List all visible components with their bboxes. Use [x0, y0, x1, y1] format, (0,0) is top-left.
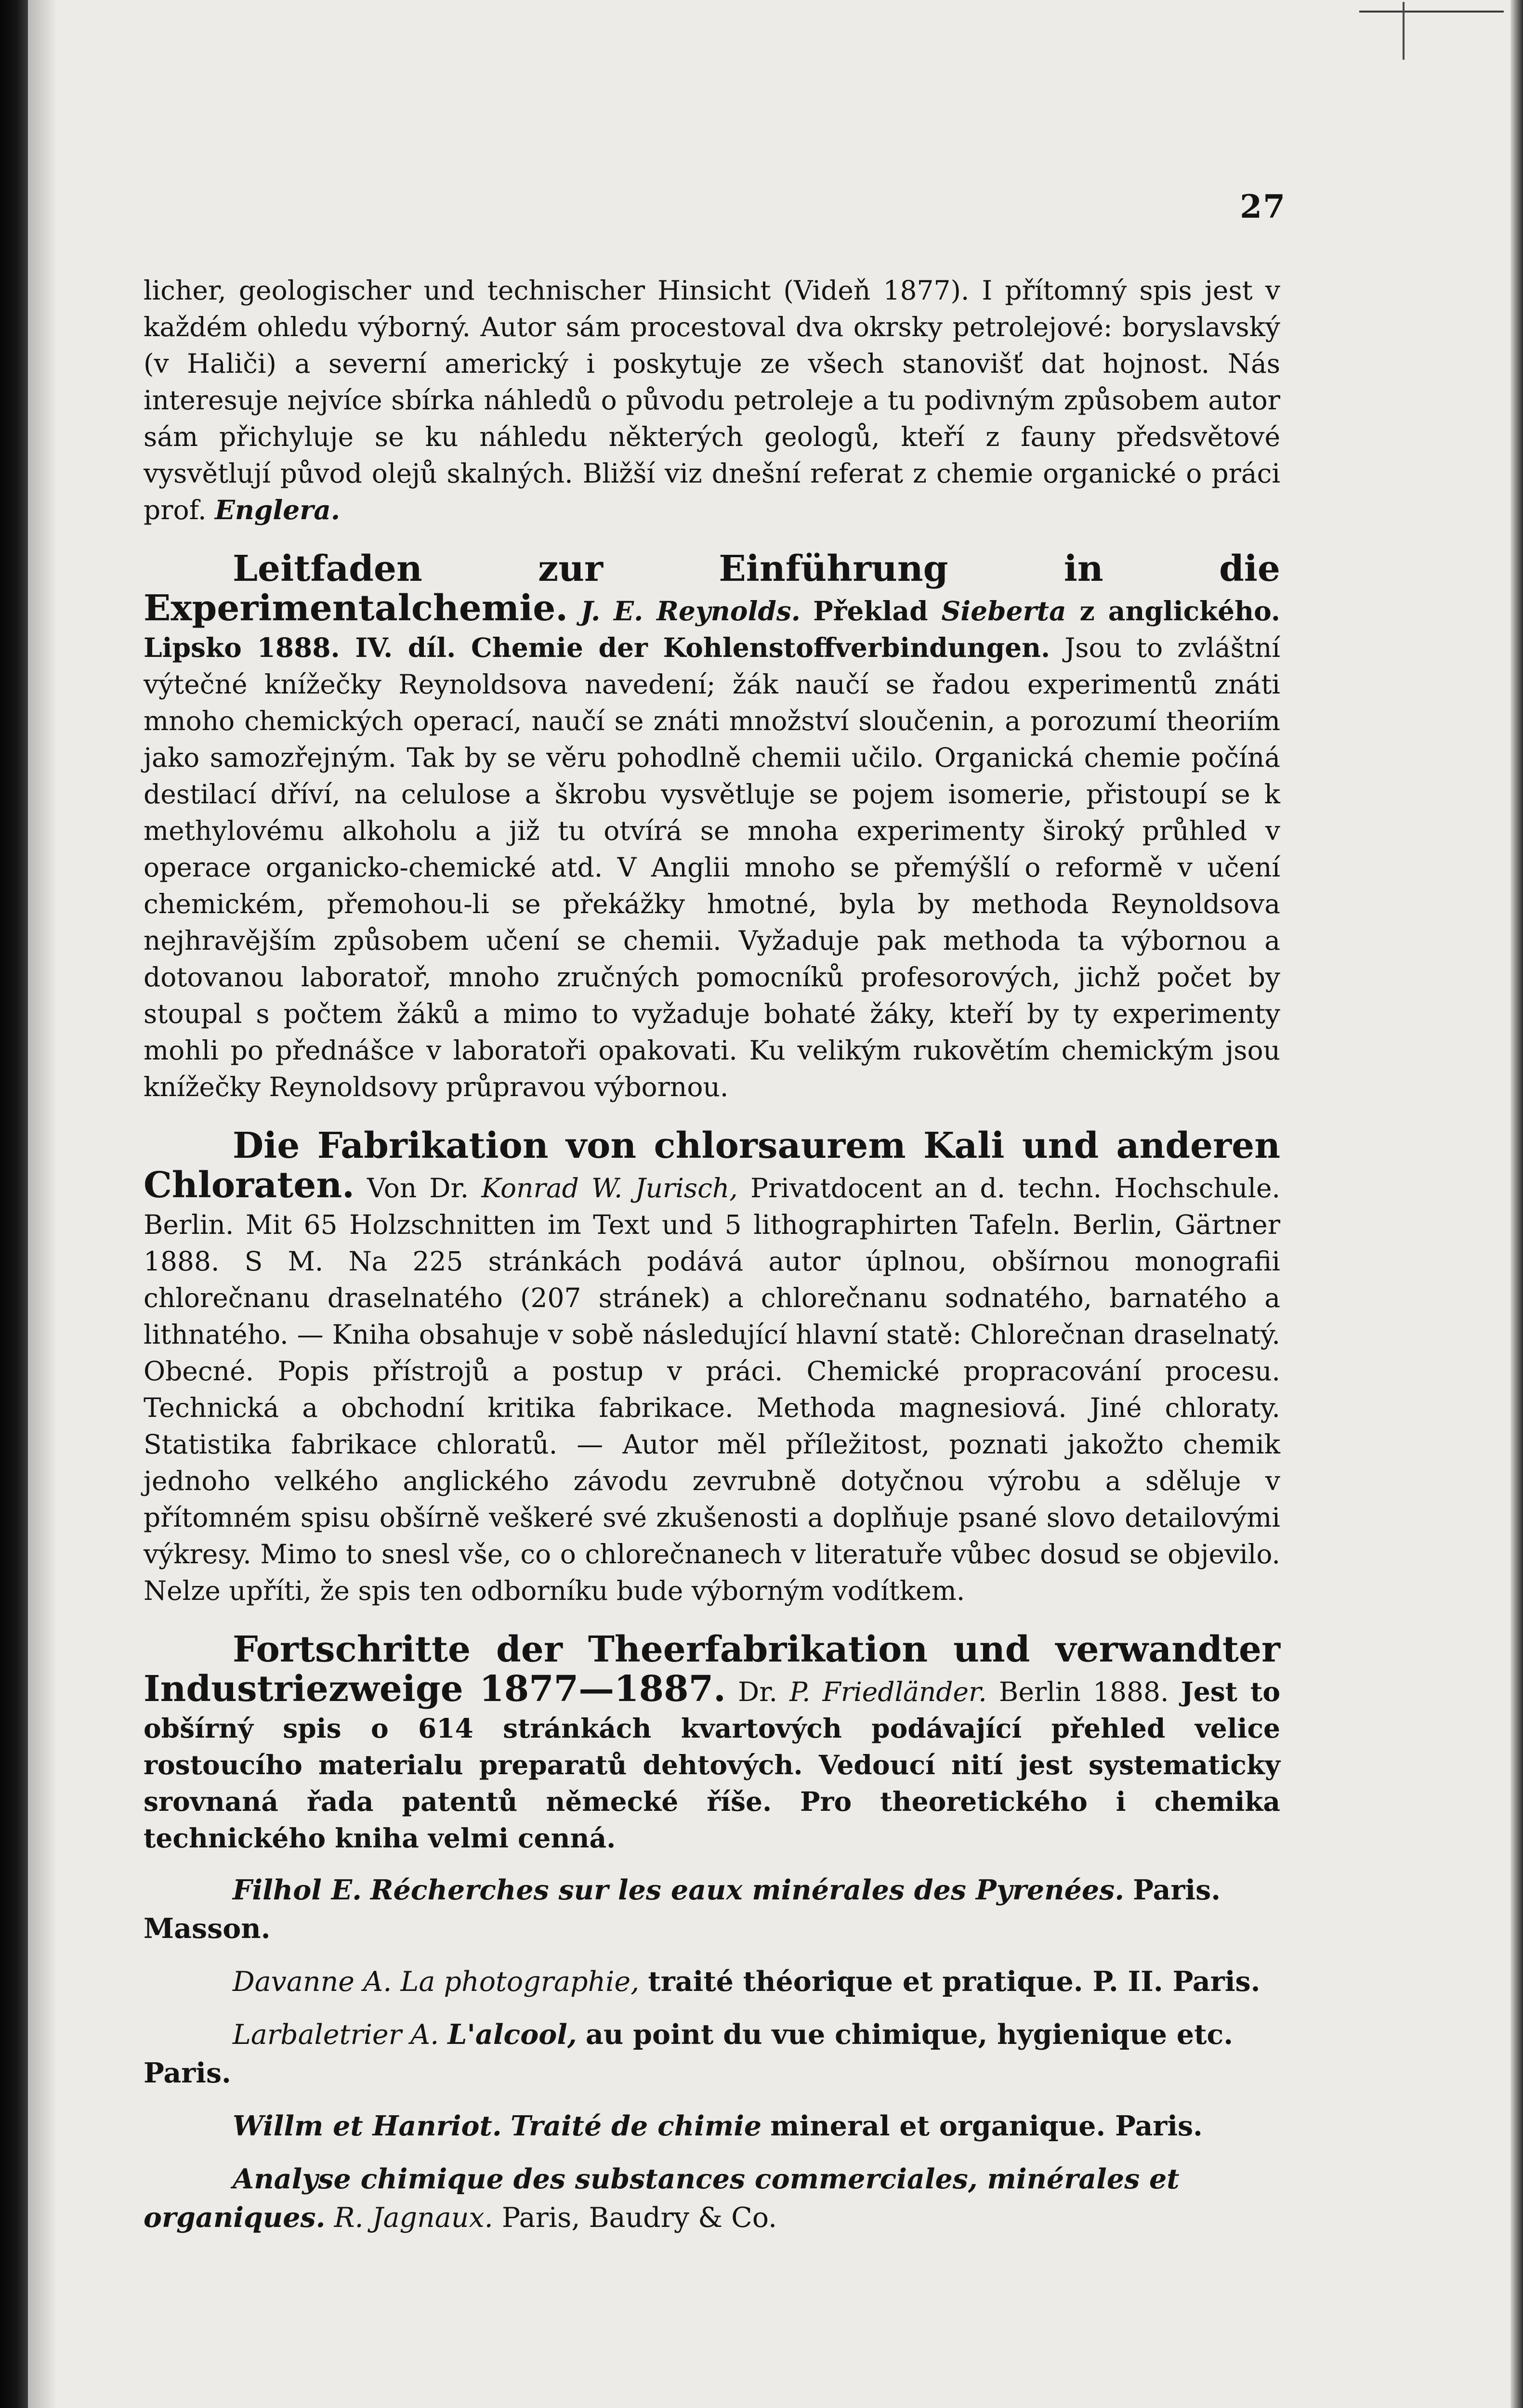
review-entry-reynolds [144, 550, 1280, 1105]
intro-text: licher, geologischer und technischer Hinsicht (Videň 1877). I přítomný spis jest v každém ohledu výborný. Autor sám procestoval dva okrsky petrolejové: boryslavský (v Haliči) a severní americký i poskytuje ze všech stanovišť dat hojnost. Nás interesuje nejvíce sbírka náhledů o původu petroleje a tu podivným způsobem autor sám přichyluje se ku náhledu některých geologů, kteří z fauny předsvětové vysvětlují původ olejů skalných. Bližší viz dnešní referat z chemie organické o práci prof. [144, 275, 1280, 525]
listing-willm [144, 2107, 1280, 2146]
intro-paragraph [144, 272, 1280, 528]
entry-author-prefix: Von Dr. [367, 1173, 482, 1204]
listing-jagnaux [144, 2160, 1280, 2237]
listing-title: Analyse chimique des substances commerciales, minérales et organiques. [144, 2163, 1180, 2234]
review-entry-friedlaender [144, 1631, 1280, 1857]
listing-author: R. Jagnaux. [334, 2202, 493, 2234]
entry-pub-info: z anglického. Lipsko 1888. IV. díl. Chemie der Kohlenstoffverbindungen. [144, 595, 1281, 663]
listing-author: Davanne A. [233, 1966, 392, 1998]
entry-translator: Sieberta [941, 595, 1066, 627]
entry-author: P. Friedländer. [789, 1676, 987, 1707]
listing-pub: Paris. Masson. [144, 1874, 1221, 1945]
entry-author: Konrad W. Jurisch, [481, 1173, 738, 1204]
binding-edge [0, 0, 28, 2408]
entry-body: Na 225 stránkách podává autor úplnou, obšírnou monografii chlorečnanu draselnatého (207 stránek) a chlorečnanu sodnatého, barnatého a lithnatého. — Kniha obsahuje v sobě následující hlavní statě: Chlorečnan draselnatý. Obecné. Popis přístrojů a postup v práci. Chemické propracování procesu. Technická a obchodní kritika fabrikace. Methoda magnesiová. Jiné chloraty. Statistika fabrikace chloratů. — Autor měl příležitost, poznati jakožto chemik jednoho velkého anglického závodu zevrubně dotyčnou výrobu a sděluje v přítomném spisu obšírně veškeré své zkušenosti a doplňuje psané slovo detailovými výkresy. Mimo to snesl vše, co o chlorečnanech v literatuře vůbec dosud se objevilo. Nelze upříti, že spis ten odborníku bude výborným vodítkem. [144, 1246, 1280, 1606]
entry-body: Jsou to zvláštní výtečné knížečky Reynoldsova navedení; žák naučí se řadou experimentů znáti mnoho chemických operací, naučí se znáti množství sloučenin, a porozumí theoriím jako samozřejným. Tak by se věru pohodlně chemii učilo. Organická chemie počíná destilací dříví, na celulose a škrobu vysvětluje se pojem isomerie, přistoupí se k methylovému alkoholu a již tu otvírá se mnoha experimenty široký průhled v operace organicko-chemické atd. V Anglii mnoho se přemýšlí o reformě v učení chemickém, přemohou-li se překážky hmotné, byla by methoda Reynoldsova nejhravějším způsobem učení se chemii. Vyžaduje pak methoda ta výbornou a dotovanou laboratoř, mnoho zručných pomocníků profesorových, jichž počet by stoupal s počtem žáků a mimo to vyžaduje bohaté žáky, kteří by ty experimenty mohli po přednášce v laboratoři opakovati. Ku velikým rukovětím chemickým jsou knížečky Reynoldsovy průpravou výbornou. [144, 632, 1280, 1102]
review-entry-jurisch [144, 1127, 1280, 1609]
text-column [144, 272, 1280, 2237]
listing-author: Filhol E. [233, 1874, 362, 1906]
entry-pub-info: Privatdocent an d. techn. Hochschule. Berlin. Mit 65 Holzschnitten im Text und 5 lithographirten Tafeln. Berlin, Gärtner 1888. S M. [144, 1173, 1281, 1277]
listing-pub: traité théorique et pratique. P. II. Paris. [648, 1965, 1260, 1998]
listing-author: Larbaletrier A. [233, 2019, 439, 2051]
entry-title: Fortschritte der Theerfabrikation und verwandter Industriezweige 1877—1887. [144, 1629, 1280, 1710]
entry-translation-prefix: Překlad [813, 595, 942, 627]
listing-title: L'alcool, [447, 2018, 577, 2051]
entry-author-prefix: Dr. [738, 1676, 790, 1707]
listing-title: Traité de chimie [510, 2110, 762, 2142]
entry-title: Die Fabrikation von chlorsaurem Kali und anderen Chloraten. [144, 1125, 1280, 1206]
listing-author: Willm et Hanriot. [233, 2110, 502, 2142]
binding-shadow [28, 0, 57, 2408]
page-edge [1510, 0, 1523, 2408]
listing-filhol [144, 1871, 1280, 1948]
entry-body: Jest to obšírný spis o 614 stránkách kvartových podávající přehled velice rostoucího materialu preparatů dehtových. Vedoucí nití jest systematicky srovnaná řada patentů německé říše. Pro theoretického i chemika technického kniha velmi cenná. [144, 1676, 1281, 1854]
listing-pub: Paris, Baudry & Co. [501, 2202, 777, 2234]
entry-title: Leitfaden zur Einführung in die Experimentalchemie. [144, 548, 1280, 629]
listing-larbaletrier [144, 2015, 1280, 2093]
listing-title: Récherches sur les eaux minérales des Pyrenées. [370, 1874, 1125, 1906]
entry-pub-info: Berlin 1888. [998, 1676, 1169, 1707]
corner-mark [1359, 11, 1504, 41]
entry-author: J. E. Reynolds. [580, 595, 801, 627]
page-number: 27 [1240, 188, 1286, 225]
listing-davanne [144, 1963, 1280, 2001]
listing-title: La photographie, [400, 1966, 640, 1998]
listing-pub: au point du vue chimique, hygienique etc. Paris. [144, 2018, 1234, 2089]
intro-author: Englera. [214, 494, 340, 525]
listing-pub: mineral et organique. Paris. [770, 2110, 1203, 2142]
